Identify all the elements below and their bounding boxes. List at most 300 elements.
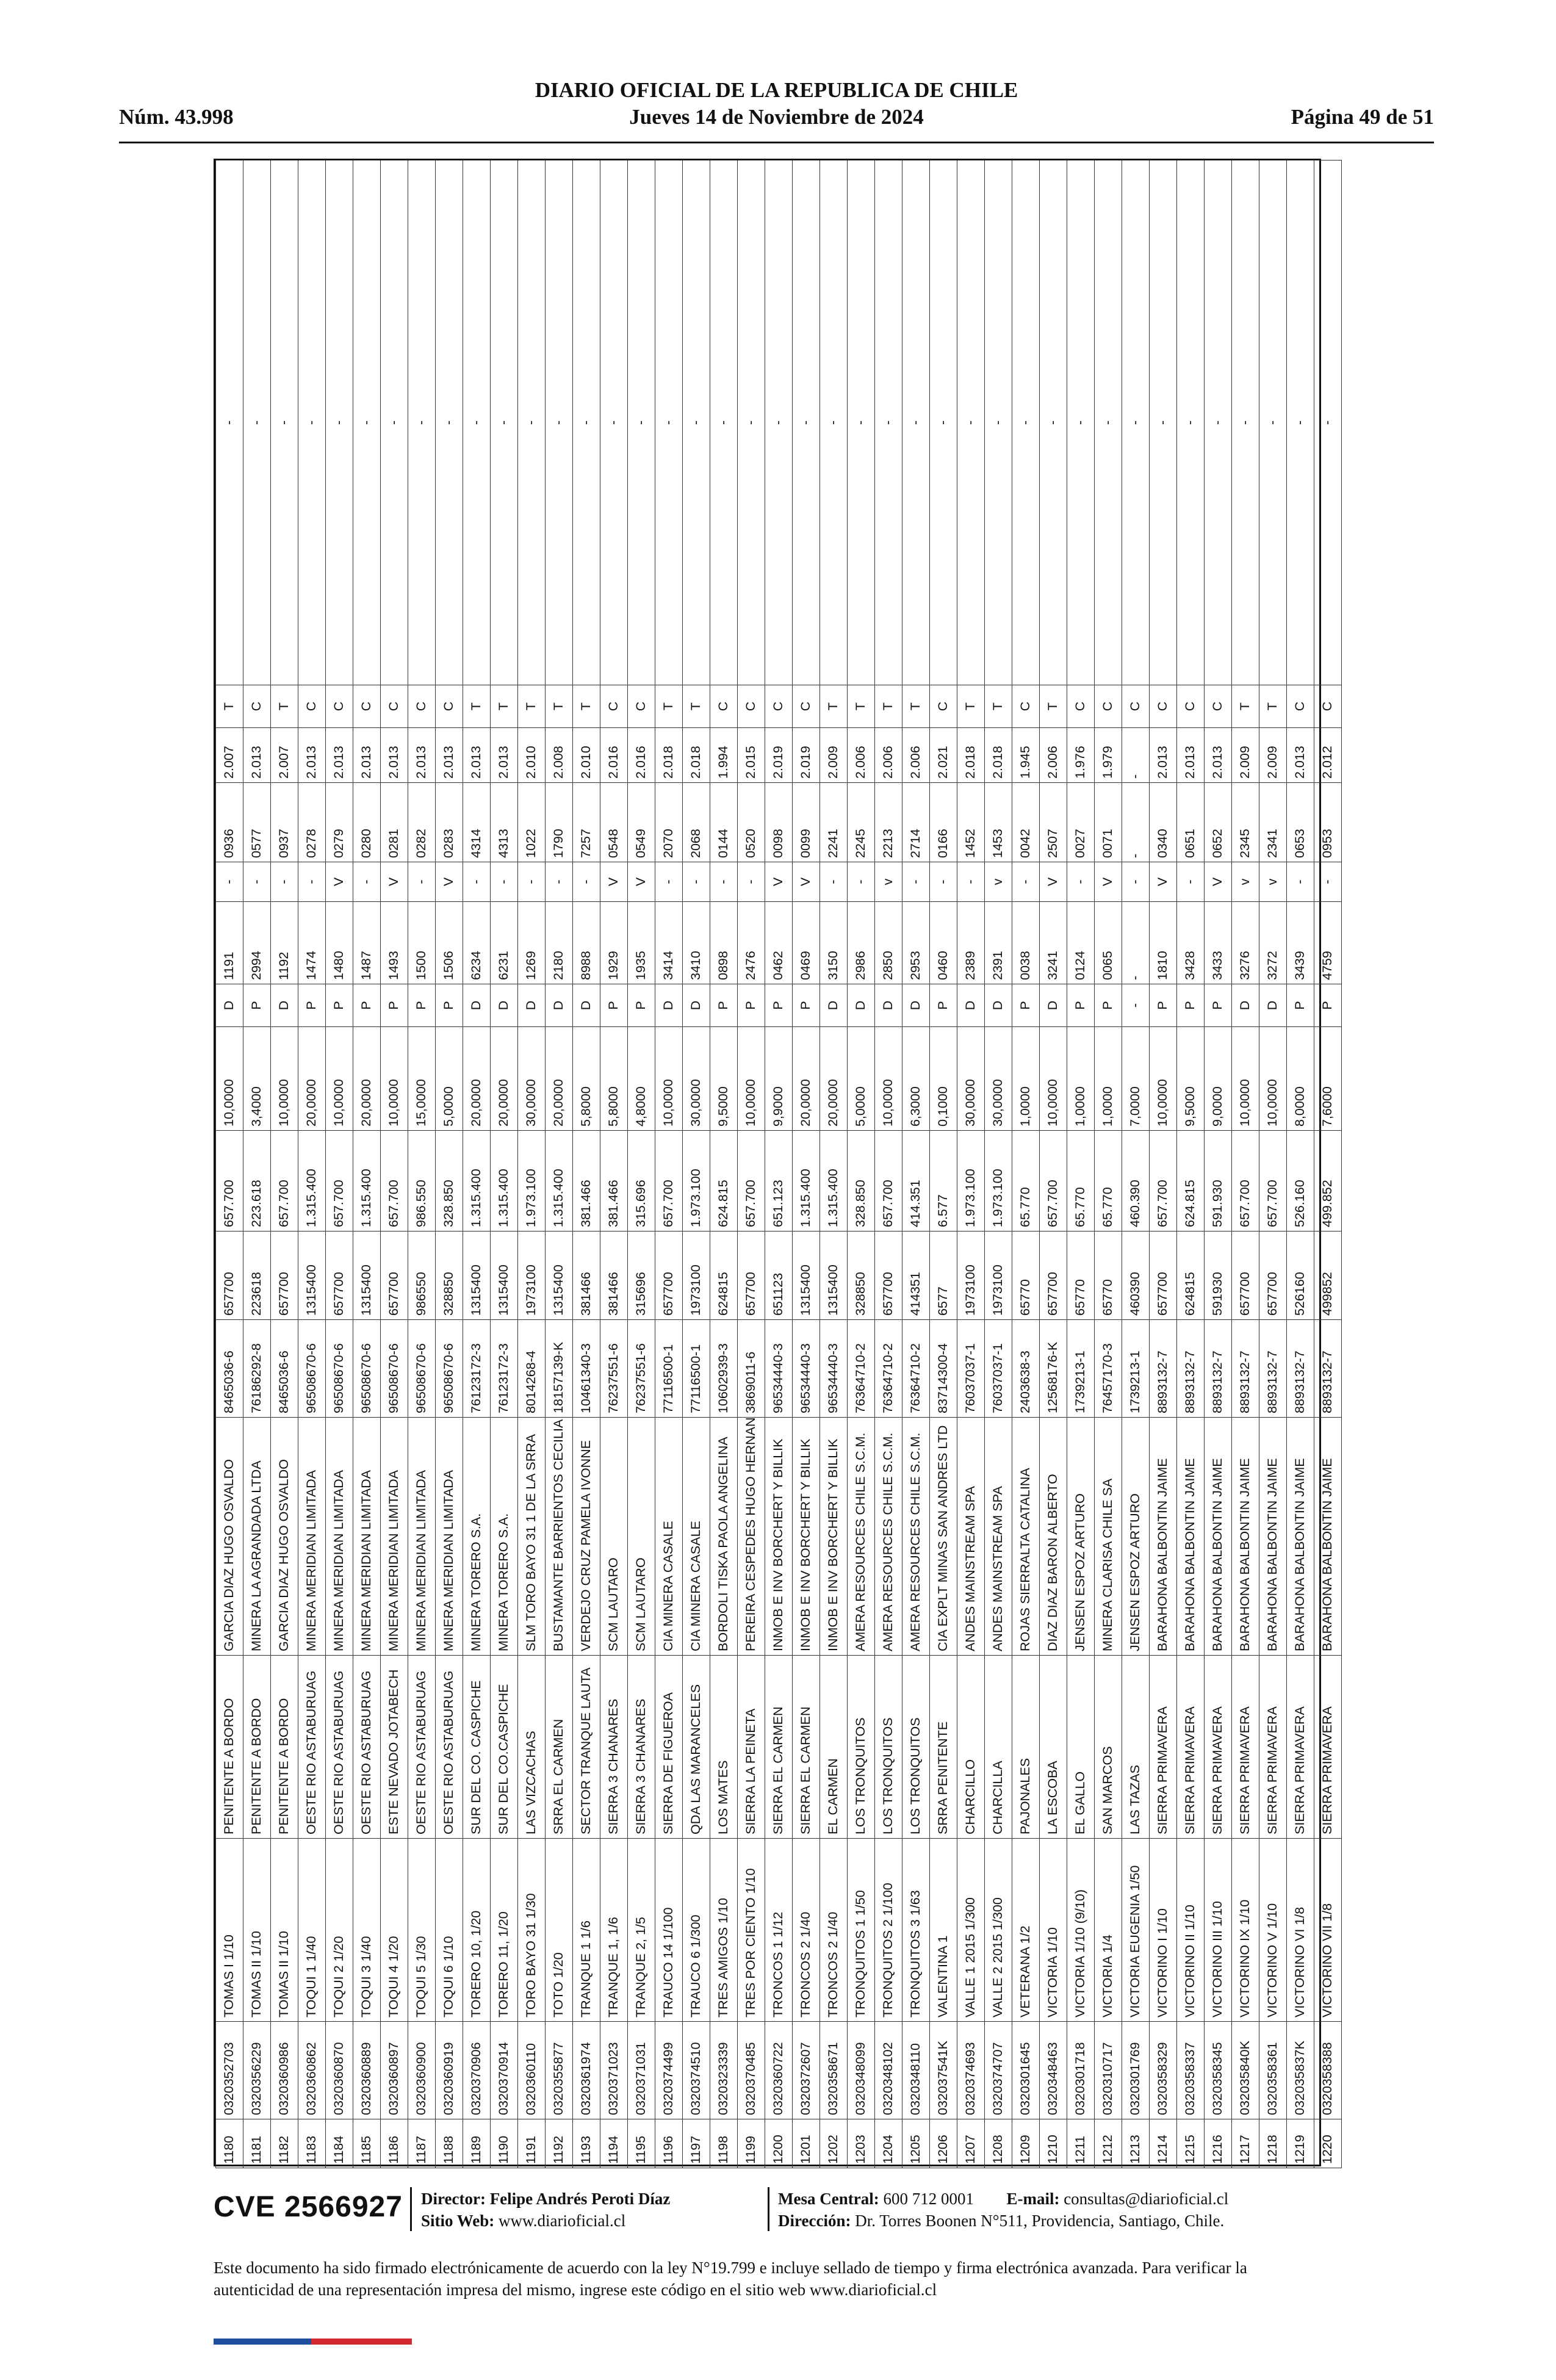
table-row	[518, 160, 546, 2168]
table-cell: 0320301769	[1122, 2022, 1150, 2119]
table-cell: SUR DEL CO. CASPICHE	[463, 1656, 491, 1839]
table-cell: 414351	[902, 1231, 930, 1320]
table-cell: 624815	[710, 1231, 738, 1320]
table-cell: -	[408, 862, 436, 902]
table-cell: 328.850	[848, 1131, 875, 1231]
table-cell: 4,8000	[628, 1027, 655, 1131]
table-cell: 76237551-6	[600, 1320, 628, 1418]
newspaper-title: DIARIO OFICIAL DE LA REPUBLICA DE CHILE	[535, 78, 1018, 102]
table-cell: 0320352703	[216, 2022, 243, 2119]
table-cell: SRRA PENITENTE	[930, 1656, 957, 1839]
table-cell: 1181	[243, 2119, 271, 2168]
table-cell: INMOB E INV BORCHERT Y BILLIK	[765, 1418, 793, 1656]
table-cell: 0124	[1067, 902, 1095, 984]
table-cell: -	[1205, 160, 1232, 685]
table-row	[1150, 160, 1177, 2168]
table-cell: -	[1232, 160, 1259, 685]
table-cell: 2.009	[1232, 728, 1259, 783]
table-cell: 2.013	[408, 728, 436, 783]
table-cell: -	[655, 862, 683, 902]
table-cell: PENITENTE A BORDO	[271, 1656, 298, 1839]
table-cell: SCM LAUTARO	[628, 1418, 655, 1656]
table-cell: v	[875, 862, 902, 902]
table-cell: 1.315.400	[546, 1131, 573, 1231]
table-cell: 1201	[793, 2119, 820, 2168]
table-cell: TORO BAYO 31 1/30	[518, 1839, 546, 2022]
table-cell: 2.013	[1205, 728, 1232, 783]
table-cell: 591930	[1205, 1231, 1232, 1320]
table-cell: -	[1177, 160, 1205, 685]
footer-divider	[410, 2187, 412, 2231]
table-cell: V	[1205, 862, 1232, 902]
table-cell: 1197	[683, 2119, 710, 2168]
table-cell: 0320323339	[710, 2022, 738, 2119]
table-cell: C	[436, 685, 463, 728]
table-cell: 3410	[683, 902, 710, 984]
table-cell: 0953	[1314, 783, 1342, 862]
table-cell: 2.009	[1259, 728, 1287, 783]
table-cell: MINERA MERIDIAN LIMITADA	[436, 1418, 463, 1656]
table-cell: 3,4000	[243, 1027, 271, 1131]
director-label: Director:	[421, 2190, 486, 2208]
table-cell: 2213	[875, 783, 902, 862]
table-cell: MINERA TORERO S.A.	[491, 1418, 518, 1656]
table-cell: -	[216, 862, 243, 902]
table-row	[1205, 160, 1232, 2168]
table-cell: P	[765, 984, 793, 1027]
table-row	[243, 160, 271, 2168]
table-cell: D	[518, 984, 546, 1027]
table-cell: 0320348110	[902, 2022, 930, 2119]
table-cell: 032035837K	[1287, 2022, 1314, 2119]
table-cell: T	[985, 685, 1012, 728]
table-row	[408, 160, 436, 2168]
table-cell: 657.700	[738, 1131, 765, 1231]
table-cell: 1.973.100	[957, 1131, 985, 1231]
table-cell: 2.021	[930, 728, 957, 783]
table-cell: 7257	[573, 783, 600, 862]
table-cell: 2.018	[957, 728, 985, 783]
table-cell: 0320361974	[573, 2022, 600, 2119]
table-cell: 0320372607	[793, 2022, 820, 2119]
table-row	[930, 160, 957, 2168]
table-cell: 1506	[436, 902, 463, 984]
table-cell: 20,0000	[463, 1027, 491, 1131]
table-cell: 1973100	[683, 1231, 710, 1320]
table-cell: 381466	[600, 1231, 628, 1320]
table-cell: 1315400	[793, 1231, 820, 1320]
table-cell: 0282	[408, 783, 436, 862]
address-text: Dr. Torres Boonen N°511, Providencia, Santiago, Chile.	[855, 2212, 1225, 2230]
table-cell: 0320358337	[1177, 2022, 1205, 2119]
table-cell: 77116500-1	[683, 1320, 710, 1418]
table-cell: 2.013	[243, 728, 271, 783]
table-cell: TORERO 10, 1/20	[463, 1839, 491, 2022]
table-cell: 0320360870	[326, 2022, 353, 2119]
table-cell: -	[957, 160, 985, 685]
table-cell: MINERA MERIDIAN LIMITADA	[353, 1418, 381, 1656]
table-cell: C	[1095, 685, 1122, 728]
table-cell: 1188	[436, 2119, 463, 2168]
table-cell: 96534440-3	[765, 1320, 793, 1418]
table-cell: -	[271, 862, 298, 902]
table-cell: C	[600, 685, 628, 728]
table-cell: 657700	[216, 1231, 243, 1320]
table-cell: 9,5000	[710, 1027, 738, 1131]
table-cell: VICTORIA EUGENIA 1/50	[1122, 1839, 1150, 2022]
table-cell: 2.006	[848, 728, 875, 783]
table-cell: 0651	[1177, 783, 1205, 862]
table-cell: 20,0000	[298, 1027, 326, 1131]
table-cell: 96534440-3	[820, 1320, 848, 1418]
table-cell: 0462	[765, 902, 793, 984]
table-cell: -	[683, 160, 710, 685]
table-cell: 657.700	[326, 1131, 353, 1231]
table-cell: T	[1232, 685, 1259, 728]
table-cell: 0320374693	[957, 2022, 985, 2119]
table-cell: 0071	[1095, 783, 1122, 862]
table-cell: 2.013	[353, 728, 381, 783]
table-cell: TRONCOS 2 1/40	[820, 1839, 848, 2022]
table-cell: P	[326, 984, 353, 1027]
table-cell: -	[1040, 160, 1067, 685]
table-cell: JENSEN ESPOZ ARTURO	[1122, 1418, 1150, 1656]
table-cell: 1210	[1040, 2119, 1067, 2168]
table-cell: TOQUI 4 1/20	[381, 1839, 408, 2022]
table-cell: 1.315.400	[298, 1131, 326, 1231]
electronic-signature-disclaimer: Este documento ha sido firmado electrónicamente de acuerdo con la ley N°19.799 e incluye sellado de tiempo y firma electrónica avanzada. Para verificar la autenticidad de una representación impresa del mismo, ingrese este código en el sitio web www.diarioficial.cl	[214, 2259, 1247, 2299]
table-cell: 460390	[1122, 1231, 1150, 1320]
table-cell: -	[518, 160, 546, 685]
table-cell: AMERA RESOURCES CHILE S.C.M.	[875, 1418, 902, 1656]
table-cell: 3414	[655, 902, 683, 984]
table-cell: 1218	[1259, 2119, 1287, 2168]
email-link[interactable]: consultas@diarioficial.cl	[1064, 2190, 1229, 2208]
table-cell: 2.013	[436, 728, 463, 783]
table-cell: QDA LAS MARANCELES	[683, 1656, 710, 1839]
issue-number: Núm. 43.998	[119, 105, 234, 129]
table-cell: SIERRA PRIMAVERA	[1150, 1656, 1177, 1839]
table-cell: 381.466	[600, 1131, 628, 1231]
table-cell: 1.976	[1067, 728, 1095, 783]
table-cell: 0283	[436, 783, 463, 862]
table-cell: -	[491, 862, 518, 902]
table-cell: -	[930, 160, 957, 685]
table-cell: 1204	[875, 2119, 902, 2168]
table-cell: C	[1314, 685, 1342, 728]
table-cell: C	[738, 685, 765, 728]
table-cell: TRONQUITOS 3 1/63	[902, 1839, 930, 2022]
table-cell: VICTORINO VII 1/8	[1314, 1839, 1342, 2022]
table-cell: 657700	[1150, 1231, 1177, 1320]
table-cell: T	[820, 685, 848, 728]
table-cell: 96508670-6	[408, 1320, 436, 1418]
table-cell: SIERRA PRIMAVERA	[1287, 1656, 1314, 1839]
table-row	[298, 160, 326, 2168]
table-cell: SIERRA PRIMAVERA	[1259, 1656, 1287, 1839]
table-cell: 1973100	[957, 1231, 985, 1320]
table-cell: 2850	[875, 902, 902, 984]
table-cell: 2.013	[1150, 728, 1177, 783]
table-cell: C	[1122, 685, 1150, 728]
table-cell: 0320360722	[765, 2022, 793, 2119]
table-cell: 657.700	[1232, 1131, 1259, 1231]
table-cell: 1214	[1150, 2119, 1177, 2168]
table-cell: 0320358388	[1314, 2022, 1342, 2119]
table-cell: D	[463, 984, 491, 1027]
rotated-table-wrapper	[215, 160, 1335, 2168]
table-cell: 76237551-6	[628, 1320, 655, 1418]
table-cell: 12568176-K	[1040, 1320, 1067, 1418]
table-cell: D	[957, 984, 985, 1027]
table-cell: 1973100	[518, 1231, 546, 1320]
table-cell: 0320360897	[381, 2022, 408, 2119]
table-cell: VICTORIA 1/4	[1095, 1839, 1122, 2022]
table-cell: 0,1000	[930, 1027, 957, 1131]
table-cell: LOS TRONQUITOS	[848, 1656, 875, 1839]
table-cell: 1212	[1095, 2119, 1122, 2168]
table-cell: 20,0000	[820, 1027, 848, 1131]
table-cell: 499852	[1314, 1231, 1342, 1320]
table-cell: OESTE RIO ASTABURUAG	[298, 1656, 326, 1839]
table-cell: PENITENTE A BORDO	[243, 1656, 271, 1839]
table-cell: 1.315.400	[793, 1131, 820, 1231]
table-row	[1040, 160, 1067, 2168]
table-cell: 30,0000	[985, 1027, 1012, 1131]
table-cell: 8465036-6	[271, 1320, 298, 1418]
table-cell: 0320370914	[491, 2022, 518, 2119]
table-cell: 76123172-3	[491, 1320, 518, 1418]
table-cell: C	[243, 685, 271, 728]
table-cell: TOQUI 5 1/30	[408, 1839, 436, 2022]
page-header	[119, 78, 1434, 145]
table-cell: LOS MATES	[710, 1656, 738, 1839]
header-rule	[119, 142, 1434, 143]
table-cell: 0320370485	[738, 2022, 765, 2119]
table-cell: -	[298, 862, 326, 902]
table-cell: 1217	[1232, 2119, 1259, 2168]
table-cell: 1199	[738, 2119, 765, 2168]
table-cell: 10,0000	[216, 1027, 243, 1131]
table-cell: 0320371031	[628, 2022, 655, 2119]
table-row	[463, 160, 491, 2168]
table-cell: D	[1232, 984, 1259, 1027]
table-cell: LOS TRONQUITOS	[875, 1656, 902, 1839]
table-cell: 10,0000	[1040, 1027, 1067, 1131]
table-cell: TRONQUITOS 2 1/100	[875, 1839, 902, 2022]
table-cell: 526160	[1287, 1231, 1314, 1320]
email-label: E-mail:	[1006, 2190, 1060, 2208]
table-cell: -	[243, 160, 271, 685]
table-cell: D	[875, 984, 902, 1027]
table-cell: 2180	[546, 902, 573, 984]
table-cell: 032037541K	[930, 2022, 957, 2119]
table-row	[738, 160, 765, 2168]
table-cell: MINERA MERIDIAN LIMITADA	[298, 1418, 326, 1656]
table-row	[765, 160, 793, 2168]
table-cell: 2.013	[298, 728, 326, 783]
table-cell: 2.012	[1314, 728, 1342, 783]
table-cell: 5,8000	[600, 1027, 628, 1131]
table-cell: 657.700	[216, 1131, 243, 1231]
table-cell: 8465036-6	[216, 1320, 243, 1418]
table-row	[793, 160, 820, 2168]
table-cell: C	[1287, 685, 1314, 728]
table-cell: 657.700	[1150, 1131, 1177, 1231]
table-cell: 6577	[930, 1231, 957, 1320]
table-cell: TRONQUITOS 1 1/50	[848, 1839, 875, 2022]
table-cell: 1182	[271, 2119, 298, 2168]
table-cell: 2068	[683, 783, 710, 862]
table-cell: 0320360900	[408, 2022, 436, 2119]
table-cell: 657700	[326, 1231, 353, 1320]
table-cell: 2476	[738, 902, 765, 984]
table-cell: TOQUI 3 1/40	[353, 1839, 381, 2022]
table-cell: D	[216, 984, 243, 1027]
table-cell: P	[793, 984, 820, 1027]
table-row	[216, 160, 243, 2168]
table-cell: 76364710-2	[902, 1320, 930, 1418]
table-cell: VICTORINO I 1/10	[1150, 1839, 1177, 2022]
table-cell: 65770	[1067, 1231, 1095, 1320]
table-cell: 8893132-7	[1314, 1320, 1342, 1418]
table-cell: C	[298, 685, 326, 728]
table-cell: GARCIA DIAZ HUGO OSVALDO	[271, 1418, 298, 1656]
table-cell: 651.123	[765, 1131, 793, 1231]
table-cell: 1315400	[491, 1231, 518, 1320]
table-row	[1259, 160, 1287, 2168]
table-cell: INMOB E INV BORCHERT Y BILLIK	[793, 1418, 820, 1656]
table-cell: -	[820, 160, 848, 685]
table-cell: 0653	[1287, 783, 1314, 862]
table-cell: 3433	[1205, 902, 1232, 984]
table-cell: -	[930, 862, 957, 902]
table-cell: 0320358361	[1259, 2022, 1287, 2119]
table-cell: VICTORINO II 1/10	[1177, 1839, 1205, 2022]
table-cell: V	[1150, 862, 1177, 902]
table-cell: SAN MARCOS	[1095, 1656, 1122, 1839]
table-cell: SCM LAUTARO	[600, 1418, 628, 1656]
table-cell: 96534440-3	[793, 1320, 820, 1418]
table-cell: 2.010	[518, 728, 546, 783]
table-cell: 96508670-6	[326, 1320, 353, 1418]
table-cell: TRAUCO 14 1/100	[655, 1839, 683, 2022]
contact-line	[778, 2190, 1228, 2209]
table-cell: 8893132-7	[1232, 1320, 1259, 1418]
table-cell: P	[381, 984, 408, 1027]
table-cell: MINERA MERIDIAN LIMITADA	[381, 1418, 408, 1656]
table-cell: -	[710, 160, 738, 685]
table-cell: 2986	[848, 902, 875, 984]
table-cell: 77116500-1	[655, 1320, 683, 1418]
table-cell: ANDES MAINSTREAM SPA	[957, 1418, 985, 1656]
table-cell: 1200	[765, 2119, 793, 2168]
table-cell: 8893132-7	[1177, 1320, 1205, 1418]
table-cell: 2507	[1040, 783, 1067, 862]
table-cell: -	[1122, 984, 1150, 1027]
table-cell: 1739213-1	[1122, 1320, 1150, 1418]
table-cell: 6,3000	[902, 1027, 930, 1131]
table-cell: VICTORINO VI 1/8	[1287, 1839, 1314, 2022]
table-cell: OESTE RIO ASTABURUAG	[408, 1656, 436, 1839]
table-cell: 2070	[655, 783, 683, 862]
table-cell: P	[1095, 984, 1122, 1027]
cve-code: CVE 2566927	[214, 2191, 403, 2223]
mining-concessions-table-frame	[214, 159, 1335, 2166]
table-cell: 20,0000	[793, 1027, 820, 1131]
table-cell: EL CARMEN	[820, 1656, 848, 1839]
table-cell: 223.618	[243, 1131, 271, 1231]
table-cell: 1208	[985, 2119, 1012, 2168]
table-row	[381, 160, 408, 2168]
table-cell: 65.770	[1012, 1131, 1040, 1231]
table-cell: 315.696	[628, 1131, 655, 1231]
table-cell: GARCIA DIAZ HUGO OSVALDO	[216, 1418, 243, 1656]
table-cell: -	[710, 862, 738, 902]
website-link[interactable]: www.diarioficial.cl	[499, 2212, 626, 2230]
table-cell: 2.018	[655, 728, 683, 783]
table-row	[1287, 160, 1314, 2168]
table-cell: -	[381, 160, 408, 685]
table-cell: BARAHONA BALBONTIN JAIME	[1287, 1418, 1314, 1656]
table-cell: 1315400	[463, 1231, 491, 1320]
table-cell: V	[1095, 862, 1122, 902]
table-cell: P	[930, 984, 957, 1027]
table-cell: 30,0000	[518, 1027, 546, 1131]
table-cell: 1192	[546, 2119, 573, 2168]
table-cell: P	[1067, 984, 1095, 1027]
table-cell: 1315400	[546, 1231, 573, 1320]
table-cell: T	[518, 685, 546, 728]
table-cell: 8014268-4	[518, 1320, 546, 1418]
table-cell: C	[930, 685, 957, 728]
table-cell: 10,0000	[381, 1027, 408, 1131]
table-cell: -	[518, 862, 546, 902]
table-cell: 0099	[793, 783, 820, 862]
table-cell: -	[573, 862, 600, 902]
table-cell: MINERA CLARISA CHILE SA	[1095, 1418, 1122, 1656]
table-cell: 0898	[710, 902, 738, 984]
table-cell: SIERRA PRIMAVERA	[1232, 1656, 1259, 1839]
table-cell: 1.979	[1095, 728, 1122, 783]
table-cell: TOQUI 6 1/10	[436, 1839, 463, 2022]
table-cell: P	[628, 984, 655, 1027]
table-cell: 6231	[491, 902, 518, 984]
address-line	[778, 2212, 1224, 2230]
table-cell: T	[216, 685, 243, 728]
table-cell: 10,0000	[326, 1027, 353, 1131]
table-cell: D	[271, 984, 298, 1027]
table-cell: MINERA MERIDIAN LIMITADA	[326, 1418, 353, 1656]
table-row	[271, 160, 298, 2168]
table-cell: TRANQUE 1 1/6	[573, 1839, 600, 2022]
table-cell: 2.019	[793, 728, 820, 783]
table-cell: 0038	[1012, 902, 1040, 984]
table-row	[1012, 160, 1040, 2168]
table-cell: T	[875, 685, 902, 728]
table-cell: VALLE 2 2015 1/300	[985, 1839, 1012, 2022]
table-cell: -	[1314, 160, 1342, 685]
table-cell: P	[408, 984, 436, 1027]
table-cell: v	[1259, 862, 1287, 902]
table-cell: OESTE RIO ASTABURUAG	[436, 1656, 463, 1839]
table-cell: LAS TAZAS	[1122, 1656, 1150, 1839]
table-cell: D	[985, 984, 1012, 1027]
table-cell: D	[491, 984, 518, 1027]
table-cell: V	[1040, 862, 1067, 902]
table-cell: 7,0000	[1122, 1027, 1150, 1131]
table-cell: 0280	[353, 783, 381, 862]
